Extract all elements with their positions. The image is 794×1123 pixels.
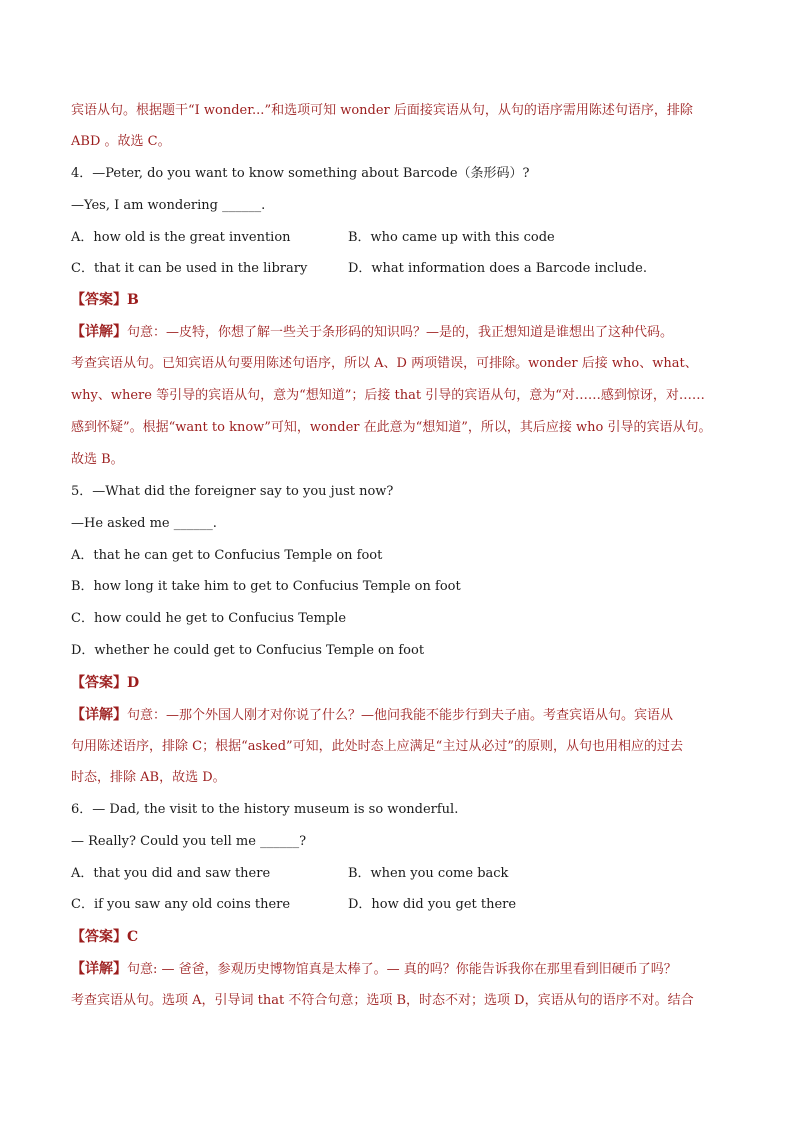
- q4-options-row-1: [71, 229, 731, 247]
- q6-option-b: B．when you come back: [348, 866, 509, 881]
- q4-option-d: D．what information does a Barcode include.: [348, 261, 647, 276]
- detail-text: 句意：—那个外国人刚才对你说了什么？—他问我能不能步行到夫子庙。考查宾语从句。宾语从: [127, 708, 674, 723]
- q4-detail-line-5: 故选 B。: [71, 452, 124, 467]
- answer-value: D: [127, 675, 140, 691]
- q6-options-row-1: [71, 865, 731, 883]
- q4-option-b: B．who came up with this code: [348, 230, 555, 245]
- q4-options-row-2: [71, 260, 731, 278]
- detail-label: 【详解】: [71, 961, 127, 977]
- q3-explanation-line-1: 宾语从句。根据题干“I wonder...”和选项可知 wonder 后面接宾语从句，从句的语序需用陈述句语序，排除: [71, 103, 693, 118]
- q4-detail-line-4: 感到怀疑”。根据“want to know”可知，wonder 在此意为“想知道”，所以，其后应接 who 引导的宾语从句。: [71, 420, 712, 435]
- q3-explanation-line-2: ABD 。故选 C。: [71, 134, 171, 149]
- q5-stem: 5．—What did the foreigner say to you just now?: [71, 484, 394, 499]
- answer-label: 【答案】: [71, 292, 127, 308]
- q5-option-d: D．whether he could get to Confucius Temple on foot: [71, 643, 425, 658]
- detail-text: 句意: — 爸爸，参观历史博物馆真是太棒了。— 真的吗？你能告诉我你在那里看到旧硬币了吗？: [127, 962, 677, 977]
- q4-option-a: A．how old is the great invention: [71, 230, 291, 245]
- q4-reply: —Yes, I am wondering ______.: [71, 198, 266, 213]
- q5-detail-line-1: [71, 706, 673, 725]
- q4-option-c: C．that it can be used in the library: [71, 261, 308, 276]
- detail-text: 句意：—皮特，你想了解一些关于条形码的知识吗？—是的，我正想知道是谁想出了这种代码。: [127, 325, 674, 340]
- q6-answer: [71, 928, 138, 947]
- q6-stem: 6．— Dad, the visit to the history museum is so wonderful.: [71, 802, 459, 817]
- q6-detail-line-1: [71, 960, 677, 979]
- q5-reply: —He asked me ______.: [71, 516, 217, 531]
- q5-option-c: C．how could he get to Confucius Temple: [71, 611, 347, 626]
- answer-value: C: [127, 929, 139, 945]
- q5-detail-line-3: 时态，排除 AB，故选 D。: [71, 770, 226, 785]
- q5-detail-line-2: 句用陈述语序，排除 C；根据“asked”可知，此处时态上应满足“主过从必过”的原则，从句也用相应的过去: [71, 739, 683, 754]
- q6-detail-line-2: 考查宾语从句。选项 A，引导词 that 不符合句意；选项 B，时态不对；选项 D，宾语从句的语序不对。结合: [71, 993, 694, 1008]
- answer-value: B: [127, 292, 139, 308]
- q6-option-d: D．how did you get there: [348, 897, 517, 912]
- q5-option-b: B．how long it take him to get to Confucius Temple on foot: [71, 579, 461, 594]
- q4-answer: [71, 291, 139, 310]
- q4-detail-line-1: [71, 323, 673, 342]
- q5-answer: [71, 674, 139, 693]
- q6-option-a: A．that you did and saw there: [71, 866, 271, 881]
- q6-option-c: C．if you saw any old coins there: [71, 897, 291, 912]
- q5-option-a: A．that he can get to Confucius Temple on foot: [71, 548, 383, 563]
- q6-reply: — Really? Could you tell me ______?: [71, 834, 307, 849]
- answer-label: 【答案】: [71, 675, 127, 691]
- detail-label: 【详解】: [71, 707, 127, 723]
- q4-detail-line-3: why、where 等引导的宾语从句，意为“想知道”；后接 that 引导的宾语从句，意为“对……感到惊讶，对……: [71, 388, 705, 403]
- q4-detail-line-2: 考查宾语从句。已知宾语从句要用陈述句语序，所以 A、D 两项错误，可排除。wonder 后接 who、what、: [71, 356, 698, 371]
- q4-stem: 4．—Peter, do you want to know something about Barcode（条形码）?: [71, 166, 530, 181]
- detail-label: 【详解】: [71, 324, 127, 340]
- answer-label: 【答案】: [71, 929, 127, 945]
- q6-options-row-2: [71, 896, 731, 914]
